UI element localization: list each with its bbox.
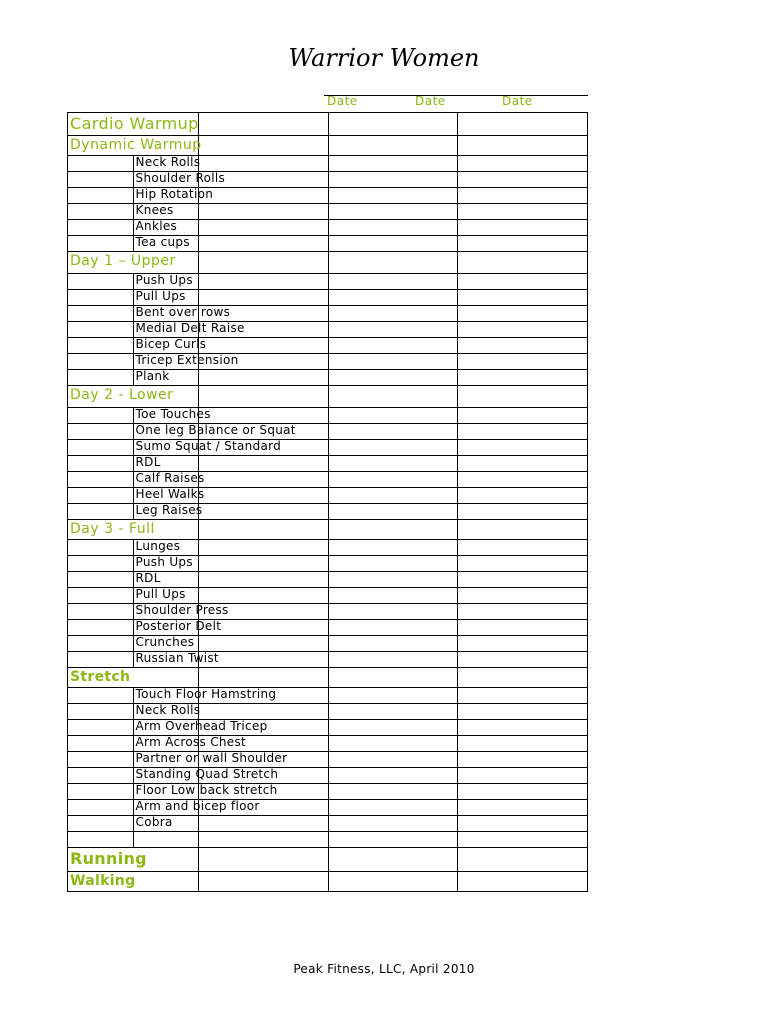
date-cell[interactable] (458, 652, 588, 668)
date-cell[interactable] (199, 220, 329, 236)
exercise-name: Posterior Delt (133, 620, 199, 636)
date-cell[interactable] (328, 800, 458, 816)
exercise-name: One leg Balance or Squat (133, 424, 199, 440)
exercise-name: Russian Twist (133, 652, 199, 668)
date-cell[interactable] (199, 520, 329, 540)
exercise-name: Lunges (133, 540, 199, 556)
date-cell[interactable] (458, 784, 588, 800)
date-cell[interactable] (458, 290, 588, 306)
exercise-name: Plank (133, 370, 199, 386)
exercise-name: Hip Rotation (133, 188, 199, 204)
table-row (68, 636, 588, 652)
exercise-name: Bicep Curls (133, 338, 199, 354)
date-cell[interactable] (199, 848, 329, 872)
date-cell[interactable] (328, 652, 458, 668)
date-cell[interactable] (199, 816, 329, 832)
table-row (68, 588, 588, 604)
date-cell[interactable] (199, 290, 329, 306)
table-row (68, 188, 588, 204)
section-day1-upper: Day 1 – Upper (70, 253, 176, 269)
date-cell[interactable] (328, 588, 458, 604)
date-cell[interactable] (458, 688, 588, 704)
date-cell[interactable] (328, 172, 458, 188)
exercise-name: Tea cups (133, 236, 199, 252)
table-row (68, 456, 588, 472)
date-cell[interactable] (328, 736, 458, 752)
table-row (68, 204, 588, 220)
date-cell[interactable] (458, 872, 588, 892)
section-day3-full: Day 3 - Full (70, 521, 155, 537)
date-cell[interactable] (328, 424, 458, 440)
date-cell[interactable] (328, 252, 458, 274)
date-cell[interactable] (199, 872, 329, 892)
exercise-name: Shoulder Press (133, 604, 199, 620)
date-cell[interactable] (328, 848, 458, 872)
date-cell[interactable] (458, 156, 588, 172)
date-cell[interactable] (328, 556, 458, 572)
date-cell[interactable] (458, 668, 588, 688)
date-cell[interactable] (458, 800, 588, 816)
table-row (68, 338, 588, 354)
date-cell[interactable] (328, 136, 458, 156)
date-header-1: Date (327, 94, 358, 108)
date-cell[interactable] (199, 488, 329, 504)
date-cell[interactable] (458, 572, 588, 588)
date-cell[interactable] (199, 370, 329, 386)
exercise-name: Medial Delt Raise (133, 322, 199, 338)
exercise-name: Toe Touches (133, 408, 199, 424)
date-cell[interactable] (458, 456, 588, 472)
table-row (68, 688, 588, 704)
date-cell[interactable] (199, 572, 329, 588)
page-title: Warrior Women (288, 44, 480, 72)
exercise-name: RDL (133, 456, 199, 472)
date-cell[interactable] (328, 386, 458, 408)
table-row (68, 172, 588, 188)
date-cell[interactable] (199, 204, 329, 220)
table-row (68, 370, 588, 386)
table-row (68, 652, 588, 668)
date-cell[interactable] (328, 520, 458, 540)
table-row (68, 768, 588, 784)
section-walking: Walking (70, 873, 136, 889)
date-cell[interactable] (458, 204, 588, 220)
exercise-name: Pull Ups (133, 588, 199, 604)
date-cell[interactable] (199, 408, 329, 424)
date-cell[interactable] (199, 832, 329, 848)
exercise-name: Neck Rolls (133, 156, 199, 172)
table-row (68, 290, 588, 306)
date-cell[interactable] (199, 156, 329, 172)
date-cell[interactable] (458, 386, 588, 408)
table-row (68, 704, 588, 720)
date-cell[interactable] (328, 668, 458, 688)
date-cell[interactable] (328, 752, 458, 768)
date-cell[interactable] (328, 504, 458, 520)
table-row (68, 800, 588, 816)
date-cell[interactable] (328, 204, 458, 220)
date-cell[interactable] (328, 720, 458, 736)
date-cell[interactable] (328, 156, 458, 172)
date-cell[interactable] (199, 668, 329, 688)
table-row (68, 236, 588, 252)
date-cell[interactable] (199, 236, 329, 252)
date-cell[interactable] (458, 113, 588, 136)
date-cell[interactable] (458, 306, 588, 322)
exercise-name: Push Ups (133, 274, 199, 290)
date-cell[interactable] (458, 322, 588, 338)
date-cell[interactable] (199, 188, 329, 204)
date-cell[interactable] (458, 556, 588, 572)
date-cell[interactable] (458, 338, 588, 354)
date-cell[interactable] (328, 456, 458, 472)
date-cell[interactable] (458, 370, 588, 386)
table-row (68, 220, 588, 236)
date-cell[interactable] (458, 736, 588, 752)
exercise-name: Crunches (133, 636, 199, 652)
table-row (68, 816, 588, 832)
date-cell[interactable] (458, 720, 588, 736)
date-cell[interactable] (458, 588, 588, 604)
exercise-name: Partner or wall Shoulder (133, 752, 199, 768)
date-cell[interactable] (458, 636, 588, 652)
exercise-name: Bent over rows (133, 306, 199, 322)
workout-table (67, 112, 588, 892)
date-cell[interactable] (458, 220, 588, 236)
date-cell[interactable] (199, 113, 329, 136)
date-cell[interactable] (199, 588, 329, 604)
date-cell[interactable] (328, 236, 458, 252)
table-row (68, 556, 588, 572)
exercise-name: Neck Rolls (133, 704, 199, 720)
date-cell[interactable] (458, 504, 588, 520)
date-cell[interactable] (458, 520, 588, 540)
exercise-name: Knees (133, 204, 199, 220)
exercise-name: Ankles (133, 220, 199, 236)
date-cell[interactable] (328, 784, 458, 800)
table-row (68, 322, 588, 338)
exercise-name: Shoulder Rolls (133, 172, 199, 188)
table-row (68, 440, 588, 456)
date-cell[interactable] (328, 816, 458, 832)
date-header-2: Date (415, 94, 446, 108)
date-cell[interactable] (458, 768, 588, 784)
table-row (68, 424, 588, 440)
section-cardio-warmup: Cardio Warmup (70, 114, 199, 133)
date-cell[interactable] (199, 472, 329, 488)
exercise-name: Floor Low back stretch (133, 784, 199, 800)
date-cell[interactable] (328, 488, 458, 504)
date-cell[interactable] (328, 620, 458, 636)
date-cell[interactable] (199, 386, 329, 408)
section-dynamic-warmup: Dynamic Warmup (70, 137, 202, 153)
date-cell[interactable] (458, 620, 588, 636)
date-cell[interactable] (458, 848, 588, 872)
table-row (68, 620, 588, 636)
date-cell[interactable] (328, 306, 458, 322)
date-cell[interactable] (199, 274, 329, 290)
section-running: Running (70, 849, 147, 868)
exercise-name: Heel Walks (133, 488, 199, 504)
date-cell[interactable] (328, 290, 458, 306)
table-row (68, 504, 588, 520)
date-cell[interactable] (328, 188, 458, 204)
table-row (68, 408, 588, 424)
table-row (68, 274, 588, 290)
date-cell[interactable] (328, 274, 458, 290)
date-cell[interactable] (458, 408, 588, 424)
date-cell[interactable] (328, 572, 458, 588)
date-cell[interactable] (199, 636, 329, 652)
footer-text: Peak Fitness, LLC, April 2010 (293, 962, 475, 976)
table-row (68, 572, 588, 588)
date-cell[interactable] (328, 704, 458, 720)
exercise-name: Push Ups (133, 556, 199, 572)
date-cell[interactable] (458, 354, 588, 370)
table-row (68, 736, 588, 752)
date-cell[interactable] (458, 540, 588, 556)
date-header-3: Date (502, 94, 533, 108)
section-stretch: Stretch (70, 669, 131, 685)
date-cell[interactable] (328, 322, 458, 338)
date-cell[interactable] (328, 604, 458, 620)
date-cell[interactable] (458, 440, 588, 456)
date-cell[interactable] (458, 252, 588, 274)
table-row (68, 488, 588, 504)
exercise-name: Standing Quad Stretch (133, 768, 199, 784)
table-row (68, 720, 588, 736)
exercise-name: Tricep Extension (133, 354, 199, 370)
date-cell[interactable] (328, 472, 458, 488)
date-cell[interactable] (328, 688, 458, 704)
date-cell[interactable] (199, 556, 329, 572)
date-cell[interactable] (199, 504, 329, 520)
date-cell[interactable] (458, 472, 588, 488)
date-cell[interactable] (328, 370, 458, 386)
date-cell[interactable] (199, 456, 329, 472)
date-cell[interactable] (199, 704, 329, 720)
exercise-name: Leg Raises (133, 504, 199, 520)
exercise-name: Calf Raises (133, 472, 199, 488)
date-cell[interactable] (199, 338, 329, 354)
date-cell[interactable] (199, 136, 329, 156)
section-day2-lower: Day 2 - Lower (70, 387, 174, 403)
date-cell[interactable] (458, 604, 588, 620)
exercise-name: Pull Ups (133, 290, 199, 306)
date-header-rule (324, 95, 588, 96)
exercise-name: Arm Overhead Tricep (133, 720, 199, 736)
date-cell[interactable] (328, 768, 458, 784)
date-cell[interactable] (328, 408, 458, 424)
date-cell[interactable] (458, 172, 588, 188)
table-row (68, 156, 588, 172)
exercise-name: Touch Floor Hamstring (133, 688, 199, 704)
table-row (68, 472, 588, 488)
date-cell[interactable] (458, 424, 588, 440)
date-cell[interactable] (458, 188, 588, 204)
date-cell[interactable] (328, 354, 458, 370)
date-cell[interactable] (199, 540, 329, 556)
exercise-name: RDL (133, 572, 199, 588)
date-cell[interactable] (458, 274, 588, 290)
table-row (68, 306, 588, 322)
table-row (68, 752, 588, 768)
date-cell[interactable] (458, 816, 588, 832)
date-cell[interactable] (458, 136, 588, 156)
date-cell[interactable] (328, 872, 458, 892)
date-cell[interactable] (458, 236, 588, 252)
table-row (68, 354, 588, 370)
date-cell[interactable] (199, 252, 329, 274)
date-cell[interactable] (328, 636, 458, 652)
date-cell[interactable] (328, 440, 458, 456)
exercise-name: Cobra (133, 816, 199, 832)
date-cell[interactable] (328, 540, 458, 556)
exercise-name: Arm and bicep floor (133, 800, 199, 816)
date-cell[interactable] (458, 488, 588, 504)
date-cell[interactable] (328, 113, 458, 136)
table-row (68, 784, 588, 800)
date-cell[interactable] (458, 704, 588, 720)
table-row (68, 540, 588, 556)
table-row (68, 604, 588, 620)
exercise-name: Arm Across Chest (133, 736, 199, 752)
date-cell[interactable] (328, 832, 458, 848)
date-cell[interactable] (458, 752, 588, 768)
date-cell[interactable] (328, 338, 458, 354)
exercise-name: Sumo Squat / Standard (133, 440, 199, 456)
date-cell[interactable] (458, 832, 588, 848)
date-cell[interactable] (328, 220, 458, 236)
